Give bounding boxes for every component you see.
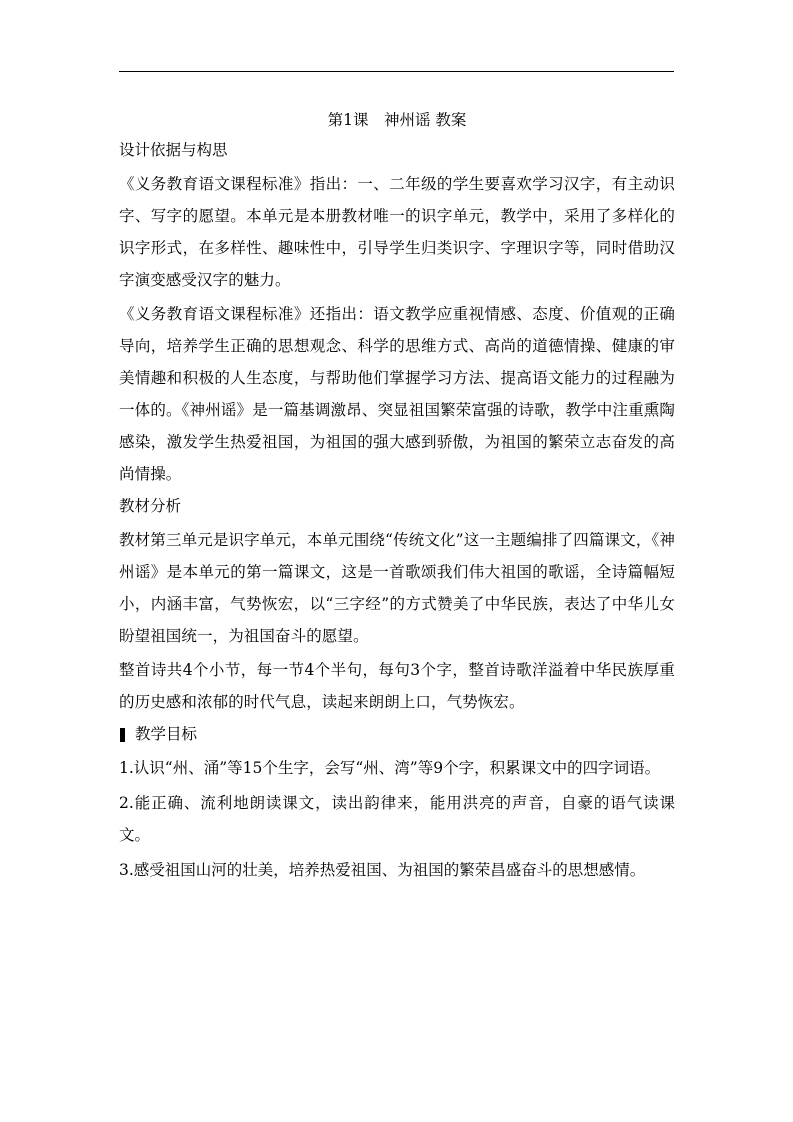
header-rule [119, 71, 674, 72]
document-body [119, 106, 675, 889]
design-paragraph-1: 《义务教育语文课程标准》指出：一、二年级的学生要喜欢学习汉字，有主动识字、写字的愿望。本单元是本册教材唯一的识字单元，教学中，采用了多样化的识字形式，在多样性、趣味性中，引导学生归类识字、字理识字等，同时借助汉字演变感受汉字的魅力。 [119, 175, 675, 289]
goal-item-2: 2.能正确、流利地朗读课文，读出韵律来，能用洪亮的声音，自豪的语气读课文。 [119, 794, 675, 844]
heading-marker-icon [120, 728, 125, 742]
document-title: 第1课 神州谣 教案 [327, 111, 467, 129]
analysis-paragraph-2: 整首诗共4个小节，每一节4个半句，每句3个字，整首诗歌洋溢着中华民族厚重的历史感和浓郁的时代气息，读起来朗朗上口，气势恢宏。 [119, 661, 675, 711]
section-heading-analysis: 教材分析 [119, 497, 182, 515]
analysis-paragraph-1: 教材第三单元是识字单元，本单元围绕“传统文化”这一主题编排了四篇课文，《神州谣》是本单元的第一篇课文，这是一首歌颂我们伟大祖国的歌谣，全诗篇幅短小，内涵丰富，气势恢宏，以“三字经”的方式赞美了中华民族，表达了中华儿女盼望祖国统一，为祖国奋斗的愿望。 [119, 531, 675, 645]
section-heading-design: 设计依据与构思 [119, 141, 228, 159]
section-heading-goals: 教学目标 [135, 725, 198, 743]
section-heading-goals-row [119, 720, 675, 749]
design-paragraph-2: 《义务教育语文课程标准》还指出：语文教学应重视情感、态度、价值观的正确导向，培养学生正确的思想观念、科学的思维方式、高尚的道德情操、健康的审美情趣和积极的人生态度，与帮助他们掌握学习方法、提高语文能力的过程融为一体的。《神州谣》是一篇基调激昂、突显祖国繁荣富强的诗歌，教学中注重熏陶感染，激发学生热爱祖国，为祖国的强大感到骄傲，为祖国的繁荣立志奋发的高尚情操。 [119, 305, 675, 483]
goal-item-3: 3.感受祖国山河的壮美，培养热爱祖国、为祖国的繁荣昌盛奋斗的思想感情。 [119, 861, 646, 879]
goal-item-1: 1.认识“州、涌”等15个生字，会写“州、湾”等9个字，积累课文中的四字词语。 [119, 759, 661, 777]
